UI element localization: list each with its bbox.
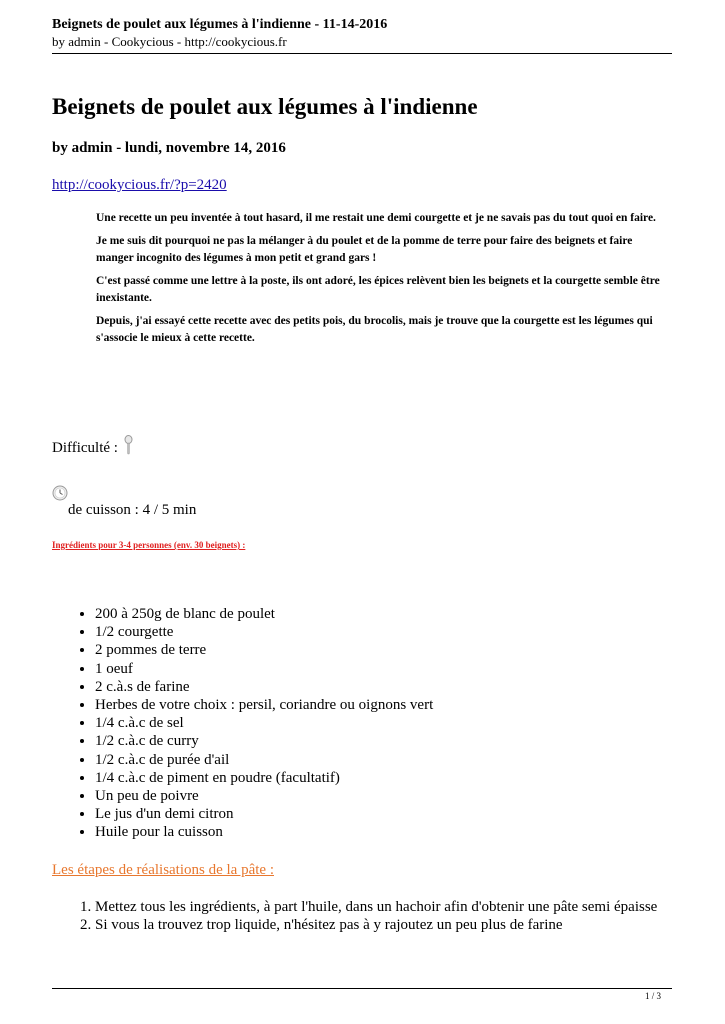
- ingredient-item: • Le jus d'un demi citron: [95, 805, 433, 823]
- ingredient-item: • 1/4 c.à.c de piment en poudre (facultatif): [95, 769, 433, 787]
- difficulty-label: Difficulté :: [52, 440, 118, 456]
- ingredient-item: • 1/2 c.à.c de curry: [95, 732, 433, 750]
- article-title: Beignets de poulet aux légumes à l'indienne: [52, 94, 478, 119]
- article-link[interactable]: http://cookycious.fr/?p=2420: [52, 177, 227, 193]
- ingredients-heading: Ingrédients pour 3-4 personnes (env. 30 beignets) :: [52, 540, 246, 550]
- header-title: Beignets de poulet aux légumes à l'indienne - 11-14-2016: [52, 17, 388, 32]
- ingredient-item: • 1/2 courgette: [95, 623, 433, 641]
- cooking-time: de cuisson : 4 / 5 min: [68, 502, 197, 518]
- ingredient-item: • Un peu de poivre: [95, 787, 433, 805]
- document-header: [52, 16, 672, 50]
- clock-icon: [52, 485, 68, 506]
- intro-text: [96, 210, 671, 353]
- ingredient-item: • 200 à 250g de blanc de poulet: [95, 605, 433, 623]
- ingredient-item: • 1 oeuf: [95, 660, 433, 678]
- ingredient-item: • 2 c.à.s de farine: [95, 678, 433, 696]
- step-item: 1. Mettez tous les ingrédients, à part l'huile, dans un hachoir afin d'obtenir une pâte semi épaisse: [95, 898, 657, 916]
- difficulty-row: [52, 435, 133, 460]
- ingredient-item: • Herbes de votre choix : persil, coriandre ou oignons vert: [95, 696, 433, 714]
- header-subtitle: by admin - Cookycious - http://cookycious.fr: [52, 34, 287, 49]
- intro-paragraph: Une recette un peu inventée à tout hasard, il me restait une demi courgette et je ne savais pas du tout quoi en faire.: [96, 212, 656, 224]
- ingredient-item: • 2 pommes de terre: [95, 641, 433, 659]
- ingredient-item: • 1/4 c.à.c de sel: [95, 714, 433, 732]
- steps-list: [75, 898, 657, 934]
- spoon-icon: [124, 435, 133, 460]
- intro-paragraph: C'est passé comme une lettre à la poste, ils ont adoré, les épices relèvent bien les beignets et la courgette semble être inexistante.: [96, 275, 660, 304]
- intro-paragraph: Depuis, j'ai essayé cette recette avec des petits pois, du brocolis, mais je trouve que la courgette est les légumes qui s'associe le mieux à cette recette.: [96, 315, 653, 344]
- ingredient-item: • 1/2 c.à.c de purée d'ail: [95, 751, 433, 769]
- step-item: 2. Si vous la trouvez trop liquide, n'hésitez pas à y rajoutez un peu plus de farine: [95, 916, 657, 934]
- steps-heading: Les étapes de réalisations de la pâte :: [52, 862, 274, 878]
- ingredients-list: [75, 605, 433, 842]
- intro-paragraph: Je me suis dit pourquoi ne pas la mélanger à du poulet et de la pomme de terre pour faire des beignets et faire manger incognito des légumes à mon petit et grand gars !: [96, 235, 633, 264]
- ingredient-item: • Huile pour la cuisson: [95, 823, 433, 841]
- footer-divider: [52, 988, 672, 989]
- page-number: 1 / 3: [644, 991, 661, 1001]
- header-divider: [52, 53, 672, 54]
- article-byline: by admin - lundi, novembre 14, 2016: [52, 140, 286, 156]
